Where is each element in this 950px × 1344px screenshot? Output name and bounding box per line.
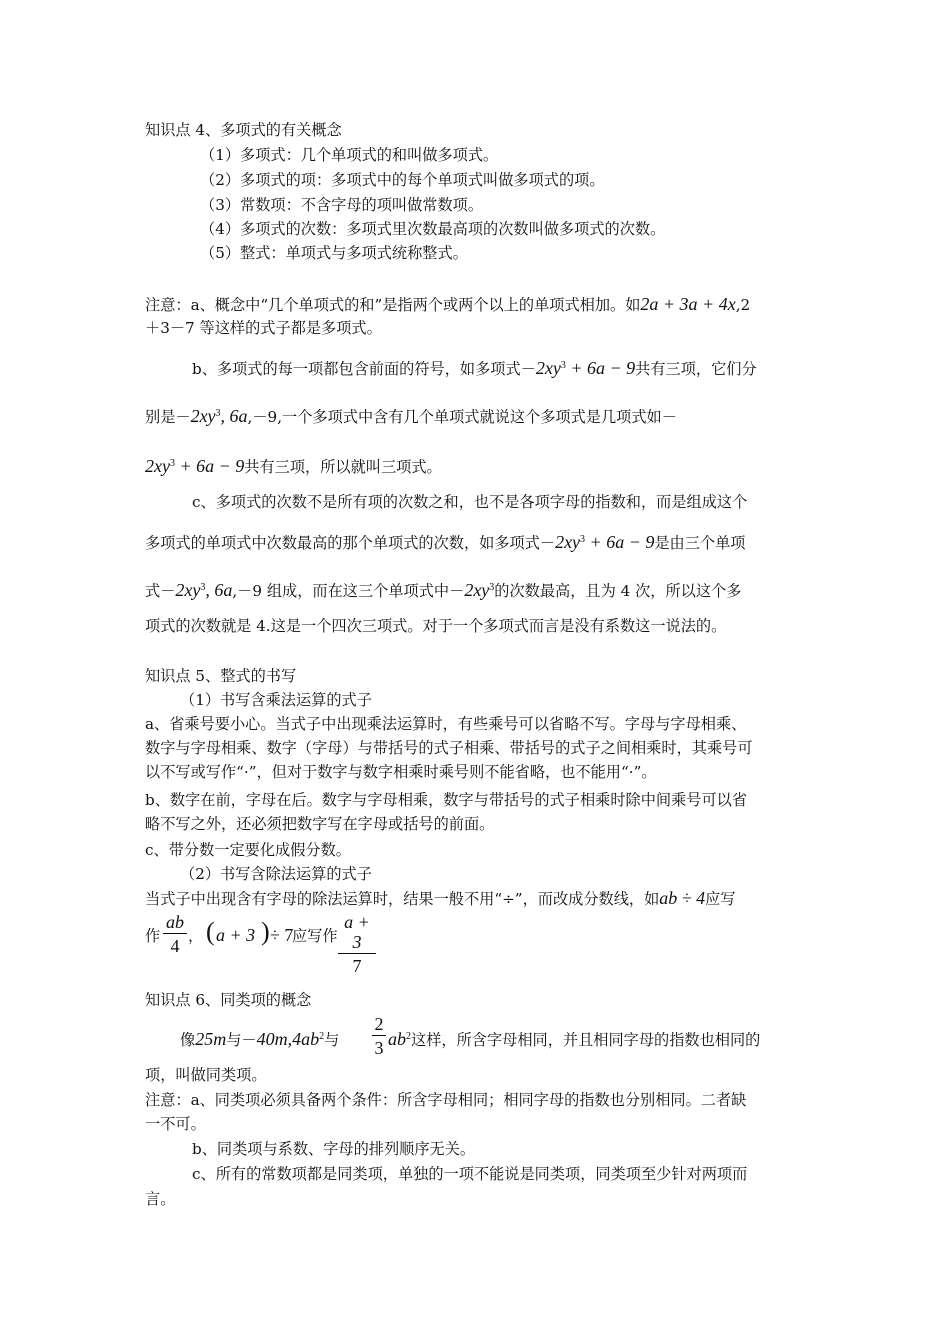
- paren-division: ÷ 7: [270, 925, 294, 945]
- comma: ，: [188, 927, 204, 945]
- k6-line2: 项，叫做同类项。: [145, 1066, 267, 1084]
- k4-item-1: （1）多项式：几个单项式的和叫做多项式。: [200, 146, 499, 164]
- left-paren: (: [206, 917, 215, 946]
- k6-note-b: b、同类项与系数、字母的排列顺序无关。: [192, 1140, 476, 1158]
- section-title-k4: 知识点 4、多项式的有关概念: [145, 121, 342, 139]
- k6-line1-part1: 像25m与$-40m,4ab^2$与: [180, 1029, 340, 1049]
- k6-note-a-line2: 一不可。: [145, 1115, 206, 1133]
- k5-sub1: （1）书写含乘法运算的式子: [180, 691, 372, 709]
- k6-note-c-line2: 言。: [145, 1190, 176, 1208]
- fraction-a-plus-3-over-7: a + 3 7: [338, 912, 376, 976]
- fraction-ab-over-4: ab 4: [163, 912, 187, 956]
- k4-item-3: （3）常数项：不含字母的项叫做常数项。: [200, 196, 484, 214]
- k5-a-line2: 数字与字母相乘、数字（字母）与带括号的式子相乘、带括号的式子之间相乘时，其乘号可: [145, 739, 753, 757]
- k6-note-a-line1: 注意：a、同类项必须具备两个条件：所含字母相同；相同字母的指数也分别相同。二者缺: [145, 1091, 747, 1109]
- k4-item-5: （5）整式：单项式与多项式统称整式。: [200, 244, 468, 262]
- section-title-k6: 知识点 6、同类项的概念: [145, 991, 312, 1009]
- k4-item-4: （4）多项式的次数：多项式里次数最高项的次数叫做多项式的次数。: [200, 220, 666, 238]
- k5-div-line1: 当式子中出现含有字母的除法运算时，结果一般不用“÷”，而改成分数线，如ab ÷ 4应写: [145, 888, 736, 908]
- k4-note-b-line2: 别是$-2xy^3$, 6a,－9,一个多项式中含有几个单项式就说这个多项式是几项式如－: [145, 406, 677, 426]
- k6-line1-part2: $ab^2$这样，所含字母相同，并且相同字母的指数也相同的: [388, 1029, 761, 1049]
- k5-b-line2: 略不写之外，还必须把数字写在字母或括号的前面。: [145, 815, 495, 833]
- right-paren: ): [261, 917, 270, 946]
- k4-note-c-line4: 项式的次数就是 4.这是一个四次三项式。对于一个多项式而言是没有系数这一说法的。: [145, 617, 727, 635]
- note-a-expression: 2a + 3a + 4x: [640, 294, 736, 314]
- k5-sub2: （2）书写含除法运算的式子: [180, 865, 372, 883]
- k4-note-c-line2: 多项式的单项式中次数最高的那个单项式的次数，如多项式$-2xy^3 + 6a - 9$是由三个单项: [145, 532, 746, 552]
- k5-c-line: c、带分数一定要化成假分数。: [145, 841, 351, 859]
- fraction-2-over-3: 2 3: [372, 1014, 386, 1058]
- div-expression: ab ÷ 4: [659, 888, 706, 908]
- k5-div-line2-prefix: 作: [145, 927, 161, 945]
- k5-div-line2-mid: 应写作: [292, 927, 338, 945]
- k5-a-line3: 以不写或写作“·”，但对于数字与数字相乘时乘号则不能省略，也不能用“·”。: [145, 763, 657, 781]
- k6-note-c-line1: c、所有的常数项都是同类项，单独的一项不能说是同类项，同类项至少针对两项而: [192, 1165, 748, 1183]
- k4-note-a-line1: 注意：a、概念中“几个单项式的和”是指两个或两个以上的单项式相加。如2a + 3a + 4x,2: [145, 294, 751, 314]
- k5-b-line1: b、数字在前，字母在后。数字与字母相乘，数字与带括号的式子相乘时除中间乘号可以省: [145, 791, 748, 809]
- k4-note-a-line2: ＋3－7 等这样的式子都是多项式。: [145, 319, 382, 337]
- k5-a-line1: a、省乘号要小心。当式子中出现乘法运算时，有些乘号可以省略不写。字母与字母相乘、: [145, 715, 747, 733]
- section-title-k5: 知识点 5、整式的书写: [145, 667, 297, 685]
- k4-note-b-line1: b、多项式的每一项都包含前面的符号，如多项式$-2xy^3 + 6a - 9$共有三项，它们分: [192, 358, 757, 378]
- k4-note-c-line1: c、多项式的次数不是所有项的次数之和，也不是各项字母的指数和，而是组成这个: [192, 493, 748, 511]
- k4-note-b-line3: $2xy^3 + 6a - 9$共有三项，所以就叫三项式。: [145, 456, 442, 476]
- k4-item-2: （2）多项式的项：多项式中的每个单项式叫做多项式的项。: [200, 171, 605, 189]
- k4-note-c-line3: 式$-2xy^3$, 6a,－9 组成，而在这三个单项式中$-2xy^3$的次数最高，且为 4 次，所以这个多: [145, 580, 742, 600]
- paren-inner-expression: a + 3: [216, 925, 256, 945]
